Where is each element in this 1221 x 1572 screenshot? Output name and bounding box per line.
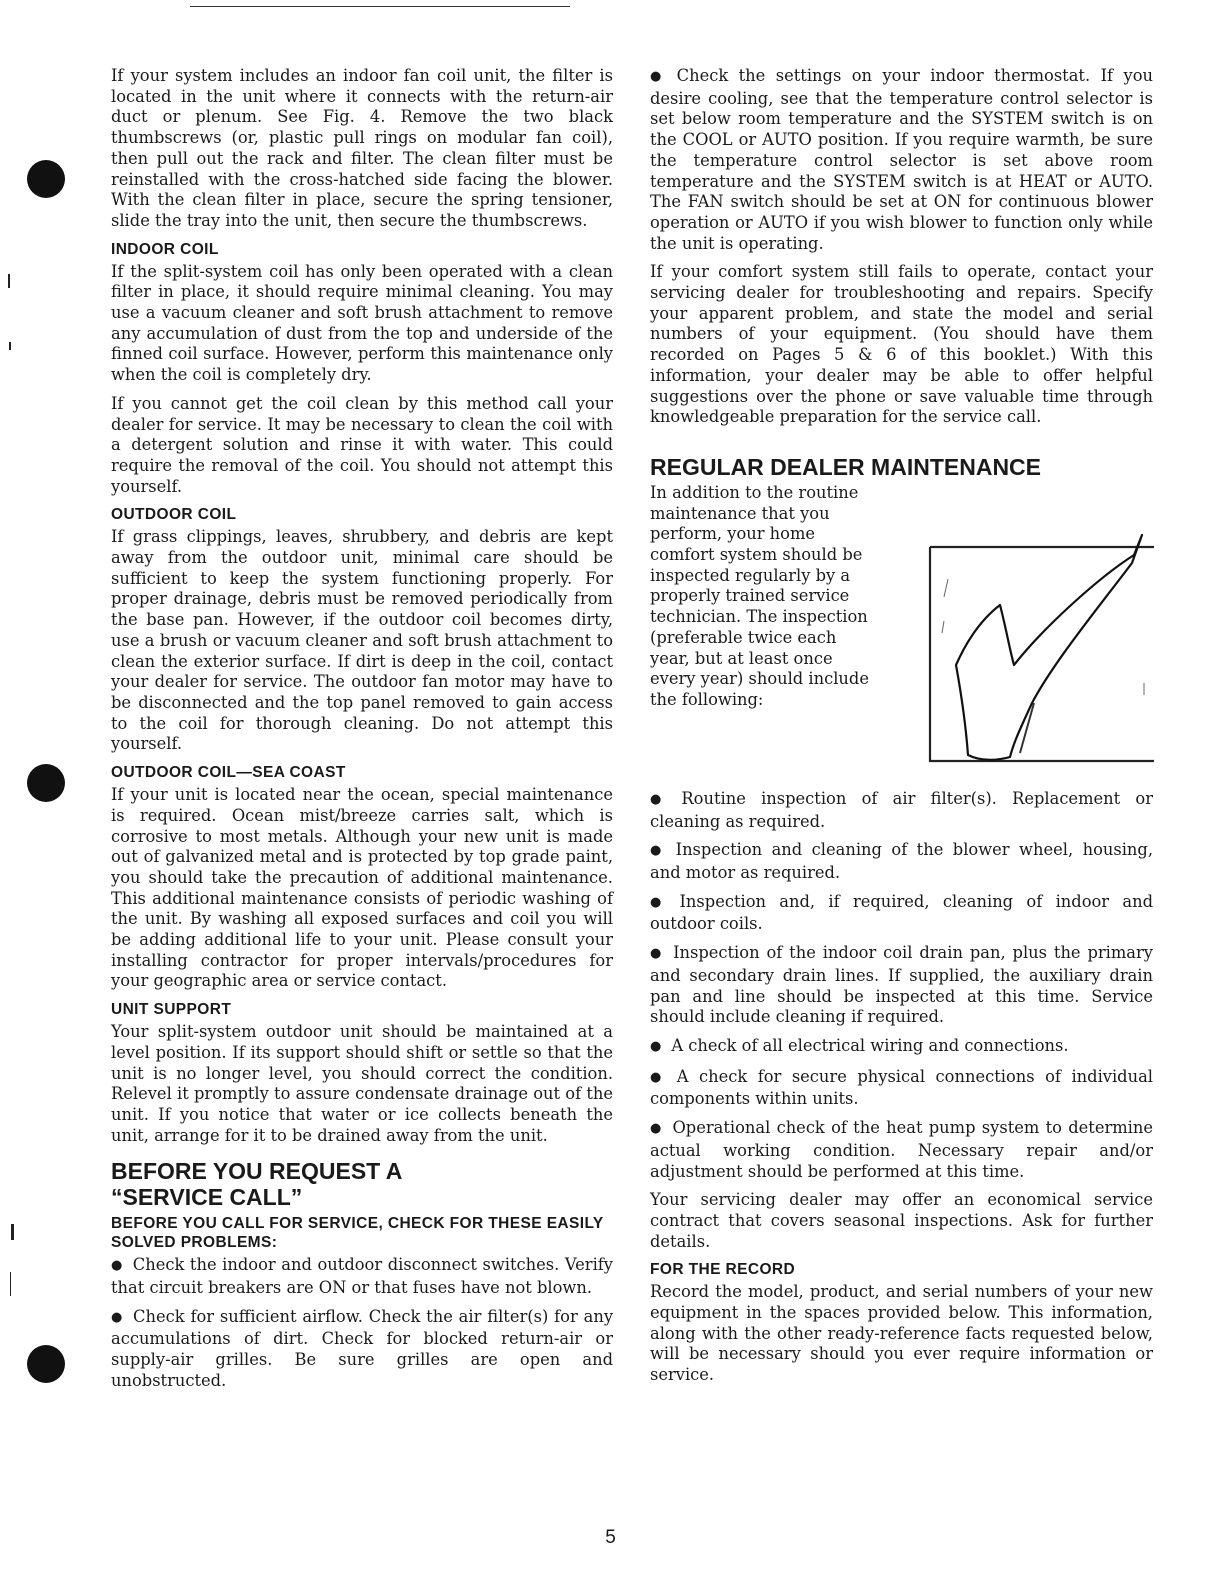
checkmark-outline xyxy=(956,535,1142,760)
page-number: 5 xyxy=(605,1527,616,1548)
binder-hole xyxy=(27,160,65,198)
inspection-bullet-6: ● A check for secure physical connections of individual components within units. xyxy=(650,1067,1153,1110)
top-rule xyxy=(190,6,570,7)
inspection-bullet-2: ● Inspection and cleaning of the blower wheel, housing, and motor as required. xyxy=(650,840,1153,883)
for-the-record-paragraph: Record the model, product, and serial numbers of your new equipment in the spaces provided below. This information, along with the other ready-reference facts requested below, will be necessary should you ever require information or service. xyxy=(650,1282,1153,1385)
inspection-bullet-5: ● A check of all electrical wiring and connections. xyxy=(650,1036,1153,1059)
indoor-coil-paragraph-2: If you cannot get the coil clean by this method call your dealer for service. It may be necessary to clean the coil with a detergent solution and rinse it with water. This could require the removal of the coil. You should not attempt this yourself. xyxy=(111,393,613,496)
right-column xyxy=(650,66,1153,1394)
service-contract-paragraph: Your servicing dealer may offer an economical service contract that covers seasonal inspections. Ask for further details. xyxy=(650,1190,1153,1251)
service-call-heading xyxy=(111,1158,613,1210)
for-the-record-heading: FOR THE RECORD xyxy=(650,1261,796,1279)
inspection-bullet-7: ● Operational check of the heat pump system to determine actual working condition. Necessary repair and/or adjustment should be performed at this time. xyxy=(650,1118,1153,1182)
service-call-heading-line-2: “SERVICE CALL” xyxy=(111,1184,303,1211)
outdoor-coil-heading: OUTDOOR COIL xyxy=(111,506,237,524)
checkmark-shade xyxy=(1020,703,1034,753)
scan-speck xyxy=(9,342,11,350)
checkmark-illustration xyxy=(928,533,1154,778)
scan-speck xyxy=(10,1272,11,1296)
indoor-coil-paragraph: If the split-system coil has only been operated with a clean filter in place, it should require minimal cleaning. You may use a vacuum cleaner and soft brush attachment to remove any accumulation of dust from the top and underside of the finned coil surface. However, perform this maintenance only when the coil is completely dry. xyxy=(111,261,613,385)
airflow-bullet: ● Check for sufficient airflow. Check the air filter(s) for any accumulations of dirt. Check for blocked return-air or supply-air grilles. Be sure grilles are open and unobstructed. xyxy=(111,1307,613,1392)
checklist-heading: BEFORE YOU CALL FOR SERVICE, CHECK FOR THESE EASILY SOLVED PROBLEMS: xyxy=(111,1215,604,1252)
inspection-bullet-1: ● Routine inspection of air filter(s). Replacement or cleaning as required. xyxy=(650,789,1153,832)
scan-speck xyxy=(11,1224,14,1240)
sea-coast-heading: OUTDOOR COIL—SEA COAST xyxy=(111,764,346,782)
filter-paragraph: If your system includes an indoor fan coil unit, the filter is located in the unit where it connects with the return-air duct or plenum. See Fig. 4. Remove the two black thumbscrews (or, plastic pull rings on modular fan coil), then pull out the rack and filter. The clean filter must be reinstalled with the cross-hatched side facing the blower. With the clean filter in place, secure the spring tensioner, slide the tray into the unit, then secure the thumbscrews. xyxy=(111,66,613,230)
binder-hole xyxy=(27,764,65,802)
indoor-coil-heading: INDOOR COIL xyxy=(111,240,219,258)
unit-support-paragraph: Your split-system outdoor unit should be maintained at a level position. If its support should shift or settle so that the unit is no longer level, you should correct the condition. Relevel it promptly to assure condensate drainage out of the unit. If you notice that water or ice collects beneath the unit, arrange for it to be drained away from the unit. xyxy=(111,1022,613,1145)
binder-hole xyxy=(27,1345,65,1383)
left-column xyxy=(111,66,613,1400)
service-call-heading-line-1: BEFORE YOU REQUEST A xyxy=(111,1158,403,1185)
maintenance-intro-paragraph: In addition to the routine maintenance that you perform, your home comfort system should be inspected regularly by a properly trained service technician. The inspection (preferable twice each year, but at least once every year) should include the following: xyxy=(650,482,869,709)
outdoor-coil-paragraph: If grass clippings, leaves, shrubbery, and debris are kept away from the outdoor unit, minimal care should be sufficient to keep the system functioning properly. For proper drainage, debris must be removed periodically from the base pan. However, if the outdoor coil becomes dirty, use a brush or vacuum cleaner and soft brush attachment to clean the exterior surface. If dirt is deep in the coil, contact your dealer for service. The outdoor fan motor may have to be disconnected and the top panel removed to gain access to the coil for thorough cleaning. Do not attempt this yourself. xyxy=(111,527,613,754)
maintenance-intro-block xyxy=(650,483,1153,783)
disconnect-bullet: ● Check the indoor and outdoor disconnect switches. Verify that circuit breakers are ON or that fuses have not blown. xyxy=(111,1255,613,1298)
regular-maintenance-heading: REGULAR DEALER MAINTENANCE xyxy=(650,453,1041,480)
sea-coast-paragraph: If your unit is located near the ocean, special maintenance is required. Ocean mist/breeze carries salt, which is corrosive to most metals. Although your new unit is made out of galvanized metal and is protected by top grade paint, you should take the precaution of additional maintenance. This additional maintenance consists of periodic washing of the unit. By washing all exposed surfaces and coil you will be adding additional life to your unit. Please consult your installing contractor for proper intervals/procedures for your geographic area or service contact. xyxy=(111,785,613,991)
scan-speck xyxy=(8,274,10,288)
contact-dealer-paragraph: If your comfort system still fails to operate, contact your servicing dealer for troubleshooting and repairs. Specify your apparent problem, and state the model and serial numbers of your equipment. (You should have them recorded on Pages 5 & 6 of this booklet.) With this information, your dealer may be able to offer helpful suggestions over the phone or save valuable time through knowledgeable preparation for the service call. xyxy=(650,262,1153,427)
inspection-bullet-4: ● Inspection of the indoor coil drain pan, plus the primary and secondary drain lines. If supplied, the auxiliary drain pan and line should be inspected at this time. Service should include cleaning if required. xyxy=(650,943,1153,1028)
thermostat-bullet: ● Check the settings on your indoor thermostat. If you desire cooling, see that the temperature control selector is set below room temperature and the SYSTEM switch is on the COOL or AUTO position. If you require warmth, be sure the temperature control selector is set above room temperature and the SYSTEM switch is at HEAT or AUTO. The FAN switch should be set at ON for continuous blower operation or AUTO if you wish blower to function only while the unit is operating. xyxy=(650,66,1153,254)
unit-support-heading: UNIT SUPPORT xyxy=(111,1001,232,1019)
inspection-bullet-3: ● Inspection and, if required, cleaning of indoor and outdoor coils. xyxy=(650,892,1153,935)
